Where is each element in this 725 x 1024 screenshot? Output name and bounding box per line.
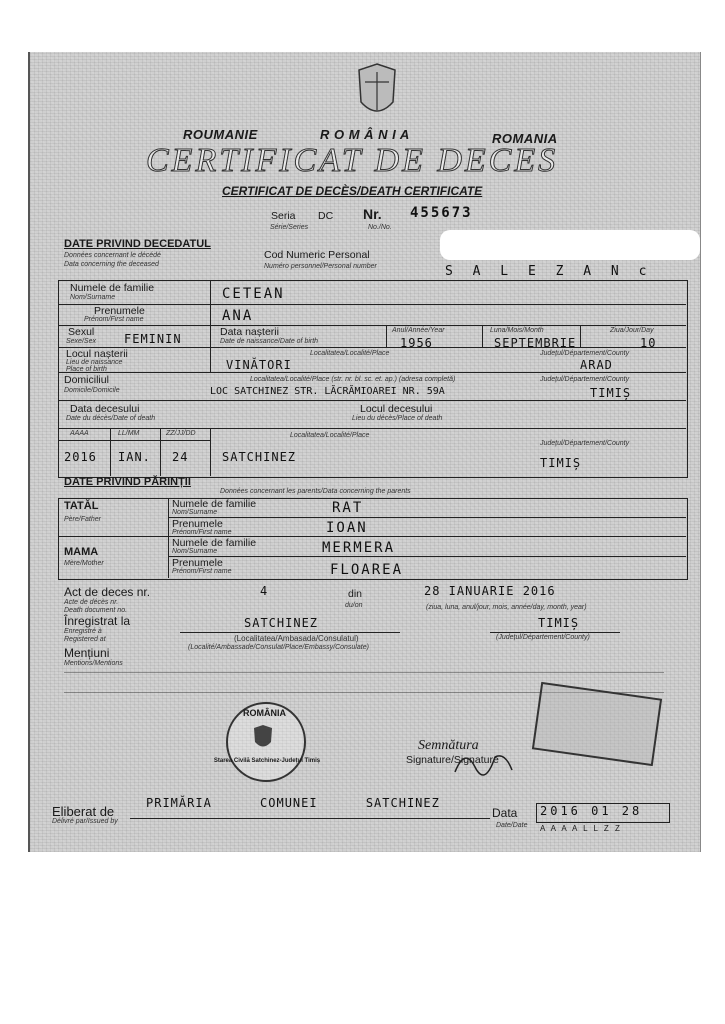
date-label: Data [492,806,518,820]
domicile-county: TIMIȘ [590,386,632,400]
parents-section-title: DATE PRIVIND PĂRINȚII [64,476,191,488]
mother-firstname-en: Prénom/First name [172,568,232,575]
redaction-mask [440,230,700,260]
domicile-county-label: Județul/Département/County [540,376,630,383]
header-roumanie: ROUMANIE [183,127,258,142]
death-day: 24 [172,450,189,464]
mentions-label: Mențiuni [64,646,110,660]
act-value: 4 [260,584,269,598]
cnp-visible: S A L E Z A N c [445,264,653,279]
father-surname-en: Nom/Surname [172,509,218,516]
issued-en: Délivré par/Issued by [52,818,118,825]
firstname-label: Prenumele [94,305,145,317]
birth-day: 10 [640,336,657,350]
stamp-crest-icon [252,724,274,752]
certificate-subtitle: CERTIFICAT DE DECÈS/DEATH CERTIFICATE [222,184,483,198]
surname-value: CETEAN [222,286,285,302]
firstname-en: Prénom/First name [84,316,144,323]
aaaa-header: AAAA [70,430,89,437]
registered-hint: (Localitatea/Ambasada/Consulatul) [234,634,359,643]
birthplace-locality-label: Localitatea/Localité/Place [310,350,390,357]
registered-value: SATCHINEZ [244,616,319,630]
registered-label: Înregistrat la [64,614,131,628]
mother-surname-en: Nom/Surname [172,548,218,555]
death-date-label: Data decesului [70,403,140,415]
mother-label: MAMA [64,546,99,558]
nr-en: No./No. [368,224,392,231]
death-county-label: Județul/Département/County [540,440,630,447]
day-header: Ziua/Jour/Day [610,327,654,334]
death-county: TIMIȘ [540,456,582,470]
firstname-value: ANA [222,308,254,324]
mother-surname: MERMERA [322,540,396,556]
birthplace-county-label: Județul/Département/County [540,350,630,357]
deceased-section-fr: Données concernant le décédé [64,252,161,259]
death-locality-label: Localitatea/Localité/Place [290,432,370,439]
serie-label: Seria [271,210,296,222]
mother-firstname-label: Prenumele [172,557,223,569]
death-place-label: Locul decesului [360,403,433,415]
domicile-value: LOC SATCHINEZ STR. LĂCRĂMIOAREI NR. 59A [210,386,445,397]
father-en: Père/Father [64,516,101,523]
date-en: Date/Date [496,822,528,829]
month-header: Luna/Mois/Month [490,327,544,334]
father-firstname-label: Prenumele [172,518,223,530]
serie-en: Série/Series [270,224,309,231]
father-surname: RAT [332,500,364,516]
act-label: Act de deces nr. [64,585,151,599]
surname-label: Numele de familie [70,282,155,294]
signature-label: Semnătura [418,738,479,753]
coat-of-arms-icon [355,62,399,124]
registered-county: TIMIȘ [538,616,580,630]
nr-label: Nr. [363,206,382,222]
birth-date-label: Data nașterii [220,326,279,338]
zz-header: ZZ/JJ/DD [166,430,196,437]
domicile-address-label: Localitatea/Localité/Place (str. nr. bl. sc. et. ap.) (adresa completă) [250,376,456,383]
father-label: TATĂL [64,500,99,512]
signature-scribble-icon [450,742,520,782]
father-surname-label: Numele de familie [172,498,257,510]
year-header: Anul/Année/Year [392,327,445,334]
act-date-value: 28 IANUARIE 2016 [424,584,556,598]
ll-header: LL/MM [118,430,140,437]
mother-firstname: FLOAREA [330,562,404,578]
issued-label: Eliberat de [52,804,115,819]
issued-value: PRIMĂRIA COMUNEI SATCHINEZ [146,796,440,810]
death-place-en: Lieu du décès/Place of death [352,415,443,422]
birthplace-value: VINĂTORI [226,358,292,372]
deceased-section-title: DATE PRIVIND DECEDATUL [64,238,211,250]
registered-hint2: (Localité/Ambassade/Consulat/Place/Embassy/Consulate) [188,644,369,651]
sex-value: FEMININ [124,332,182,346]
county-hint: (Județul/Département/County) [496,634,590,641]
sex-label: Sexul [68,326,95,338]
birth-year: 1956 [400,336,433,350]
header-romania-center: R O M Â N I A [320,127,410,142]
mother-en: Mère/Mother [64,560,104,567]
birth-date-en: Date de naissance/Date of birth [220,338,319,345]
death-place-value: SATCHINEZ [222,450,297,464]
death-date-en: Date du décès/Date of death [66,415,156,422]
din-en: du/on [345,602,363,609]
header-romania-right: ROMANIA [492,131,558,146]
din-label: din [348,588,363,600]
registered-fr: Enregistré à [64,628,102,635]
cnp-en: Numéro personnel/Personal number [264,263,377,270]
act-fr: Acte de décès nr. [64,599,119,606]
surname-en: Nom/Surname [70,294,116,301]
domicile-label: Domiciliul [64,374,109,386]
father-firstname-en: Prénom/First name [172,529,232,536]
mentions-en: Mentions/Mentions [64,660,123,667]
mother-surname-label: Numele de familie [172,537,257,549]
birthplace-county: ARAD [580,358,613,372]
act-en: Death document no. [64,607,128,614]
sex-en: Sexe/Sex [66,338,96,345]
death-year: 2016 [64,450,97,464]
cnp-label: Cod Numeric Personal [264,249,370,261]
certificate-title: CERTIFICAT DE DECES [146,142,559,179]
birth-month: SEPTEMBRIE [494,336,577,350]
serie-value: DC [318,210,334,222]
signature-en: Signature/Signature [406,754,499,766]
stamp-sub: Starea Civilă Satchinez-Județul Timiș [213,758,321,764]
date-value: 2016 01 28 [540,804,643,818]
birthplace-en: Place of birth [66,366,107,373]
parents-section-fr: Données concernant les parents/Data concerning the parents [220,488,411,495]
date-format: A A A A L L Z Z [540,824,622,833]
domicile-en: Domicile/Domicile [64,387,120,394]
registered-en: Registered at [64,636,106,643]
birthplace-fr: Lieu de naissance [66,359,123,366]
birthplace-label: Locul nașterii [66,348,128,360]
nr-value: 455673 [410,205,473,221]
death-month: IAN. [118,450,151,464]
act-date-hint: (ziua, luna, anul/jour, mois, année/day, month, year) [426,604,587,611]
deceased-section-en: Data concerning the deceased [64,261,159,268]
stamp-text: ROMÂNIA [243,708,286,718]
father-firstname: IOAN [326,520,368,536]
